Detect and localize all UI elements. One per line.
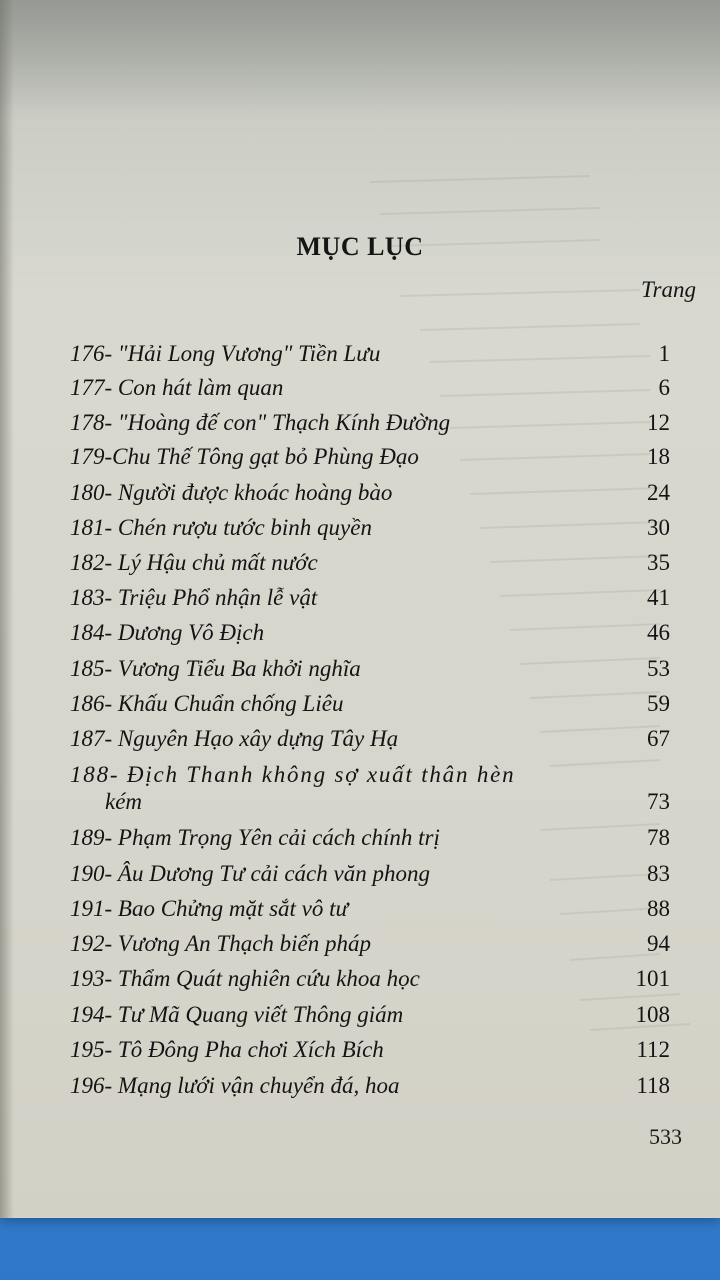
toc-entry — [70, 515, 670, 545]
toc-entry-title: 184- Dương Vô Địch — [70, 620, 265, 645]
toc-entry-page: 108 — [635, 1002, 670, 1027]
toc-entry-title: 191- Bao Chửng mặt sắt vô tư — [70, 896, 349, 921]
toc-entry-page: 12 — [647, 410, 670, 435]
toc-entry-title: 187- Nguyên Hạo xây dựng Tây Hạ — [70, 726, 399, 751]
toc-entry — [70, 585, 670, 615]
toc-entry — [70, 896, 670, 926]
toc-entry — [70, 656, 670, 686]
toc-entry-title: 179-Chu Thế Tông gạt bỏ Phùng Đạo — [70, 444, 419, 469]
toc-entry-page: 35 — [647, 550, 670, 575]
page-number: 533 — [649, 1124, 682, 1149]
toc-entry-page: 24 — [647, 480, 670, 505]
toc-entry — [70, 550, 670, 580]
toc-entry-title: 189- Phạm Trọng Yên cải cách chính trị — [70, 825, 440, 850]
toc-entry — [70, 480, 670, 510]
toc-entry — [70, 620, 670, 650]
toc-entry — [70, 691, 670, 721]
toc-entry-title: 178- "Hoàng đế con" Thạch Kính Đường — [70, 410, 451, 435]
toc-entry-title: 183- Triệu Phổ nhận lễ vật — [70, 585, 318, 610]
toc-entry-page: 1 — [658, 341, 670, 366]
toc-entry-page: 30 — [647, 515, 670, 540]
toc-entry-title: 195- Tô Đông Pha chơi Xích Bích — [70, 1037, 384, 1062]
toc-entry-title: 177- Con hát làm quan — [70, 375, 284, 400]
toc-entry-title: 180- Người được khoác hoàng bào — [70, 480, 393, 505]
toc-entry — [70, 444, 670, 474]
toc-entry — [70, 375, 670, 405]
toc-entry-page: 59 — [647, 691, 670, 716]
toc-entry-page: 118 — [636, 1073, 670, 1098]
toc-entry-title: 181- Chén rượu tước binh quyền — [70, 515, 372, 540]
toc-entry — [70, 966, 670, 996]
toc-entry-title: 196- Mạng lưới vận chuyển đá, hoa — [70, 1073, 400, 1098]
toc-entry-page: 78 — [647, 825, 670, 850]
toc-entry — [70, 410, 670, 440]
toc-entry-page: 73 — [647, 789, 670, 814]
toc-entry-page: 46 — [647, 620, 670, 645]
page-column-label: Trang — [641, 277, 696, 302]
toc-entry — [70, 931, 670, 961]
toc-entry — [70, 825, 670, 855]
toc-entry-page: 67 — [647, 726, 670, 751]
toc-entry-title: 193- Thẩm Quát nghiên cứu khoa học — [70, 966, 420, 991]
toc-entry-page: 94 — [647, 931, 670, 956]
toc-entry — [70, 1002, 670, 1032]
toc-entry — [70, 1037, 670, 1067]
toc-entry — [70, 726, 670, 756]
toc-entry-title: 185- Vương Tiểu Ba khởi nghĩa — [70, 656, 361, 681]
toc-entry-title-continuation: kém — [105, 789, 143, 814]
toc-entry-page: 88 — [647, 896, 670, 921]
toc-entry-page: 101 — [635, 966, 670, 991]
toc-entry-page: 83 — [647, 861, 670, 886]
toc-title: MỤC LỤC — [296, 232, 424, 261]
toc-entry-title: 188- Địch Thanh không sợ xuất thân hèn — [70, 762, 516, 787]
toc-entry — [70, 341, 670, 371]
toc-entry-page: 53 — [647, 656, 670, 681]
toc-entry-page: 112 — [636, 1037, 670, 1062]
toc-entry-title: 194- Tư Mã Quang viết Thông giám — [70, 1002, 404, 1027]
toc-entry-title: 190- Âu Dương Tư cải cách văn phong — [70, 861, 430, 886]
toc-entry-page: 6 — [658, 375, 670, 400]
toc-entry-title: 182- Lý Hậu chủ mất nước — [70, 550, 318, 575]
toc-entry — [70, 762, 670, 824]
toc-entry-title: 176- "Hải Long Vương" Tiền Lưu — [70, 341, 381, 366]
toc-entry-page: 18 — [647, 444, 670, 469]
toc-entry-page: 41 — [647, 585, 670, 610]
toc-entry — [70, 861, 670, 891]
toc-entry — [70, 1073, 670, 1103]
toc-entry-title: 192- Vương An Thạch biến pháp — [70, 931, 372, 956]
toc-entry-title: 186- Khấu Chuẩn chống Liêu — [70, 691, 344, 716]
